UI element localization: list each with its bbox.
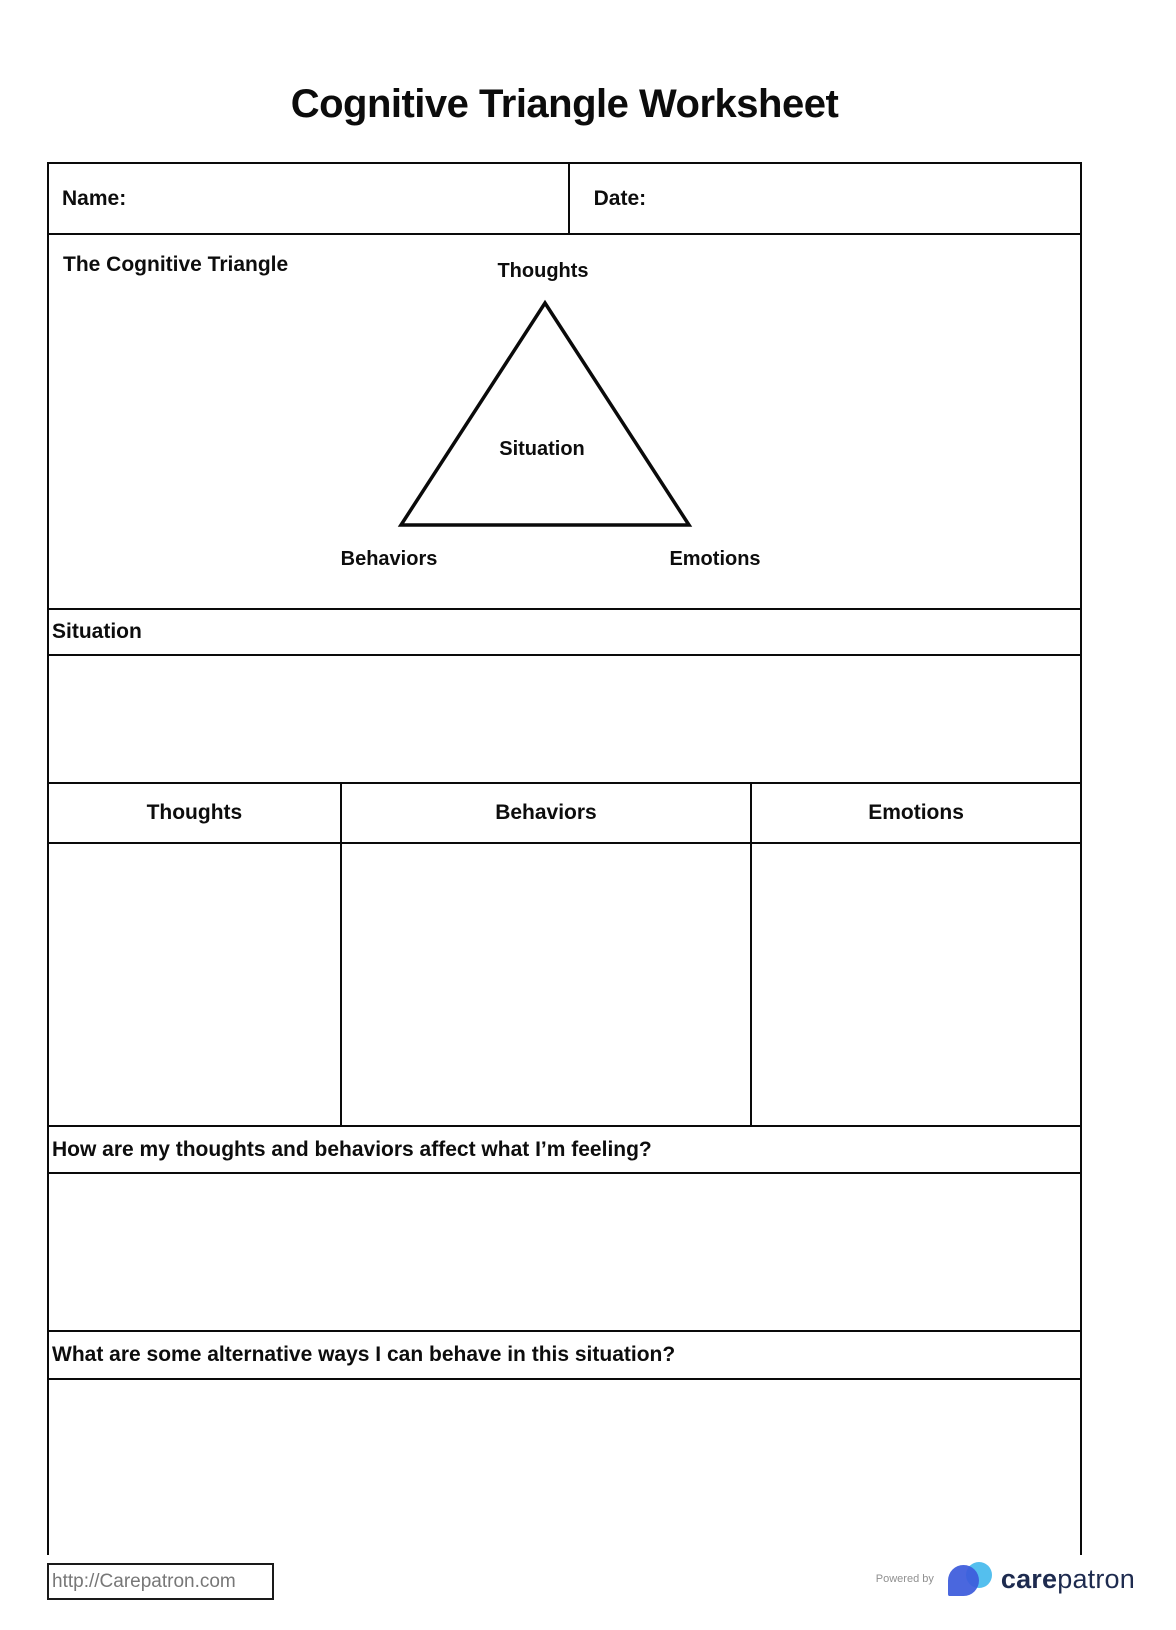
tbe-table-body: [49, 844, 1080, 1127]
situation-input[interactable]: [49, 656, 1080, 784]
triangle-label-behaviors: Behaviors: [340, 548, 438, 570]
column-header-thoughts: Thoughts: [49, 784, 342, 842]
logo-bubble-dark: [948, 1565, 979, 1596]
powered-by-label: Powered by: [875, 1573, 934, 1585]
emotions-input[interactable]: [752, 844, 1080, 1125]
tbe-table-header: [49, 784, 1080, 844]
carepatron-wordmark: carepatron: [1000, 1563, 1135, 1594]
name-date-row: [49, 164, 1080, 235]
situation-heading: [49, 610, 1080, 656]
question-1-input[interactable]: [49, 1174, 1080, 1332]
powered-by-group: [876, 1560, 1135, 1598]
worksheet-form: [47, 162, 1082, 1555]
date-field[interactable]: [570, 164, 1080, 233]
date-label: Date:: [593, 186, 647, 210]
page-title: Cognitive Triangle Worksheet: [290, 82, 839, 126]
carepatron-logo-icon: [948, 1560, 992, 1598]
triangle-section-heading: The Cognitive Triangle: [63, 253, 289, 276]
question-2-heading: [49, 1332, 1080, 1380]
cognitive-triangle-section: [49, 235, 1080, 610]
triangle-label-emotions: Emotions: [669, 548, 761, 570]
column-header-emotions: Emotions: [868, 801, 964, 824]
question-1-heading: [49, 1127, 1080, 1174]
question-1-label: How are my thoughts and behaviors affect what I’m feeling?: [52, 1137, 652, 1161]
column-header-behaviors: Behaviors: [342, 784, 752, 842]
name-field[interactable]: [49, 164, 570, 233]
triangle-label-thoughts: Thoughts: [497, 260, 589, 282]
situation-heading-label: Situation: [52, 620, 142, 643]
question-2-label: What are some alternative ways I can behave in this situation?: [52, 1343, 676, 1366]
thoughts-input[interactable]: [49, 844, 342, 1125]
question-2-input[interactable]: [49, 1380, 1080, 1555]
behaviors-input[interactable]: [342, 844, 752, 1125]
name-label: Name:: [62, 186, 127, 210]
triangle-label-situation: Situation: [499, 438, 585, 460]
carepatron-link[interactable]: http://Carepatron.com: [47, 1563, 274, 1600]
triangle-diagram-icon: [397, 298, 693, 530]
